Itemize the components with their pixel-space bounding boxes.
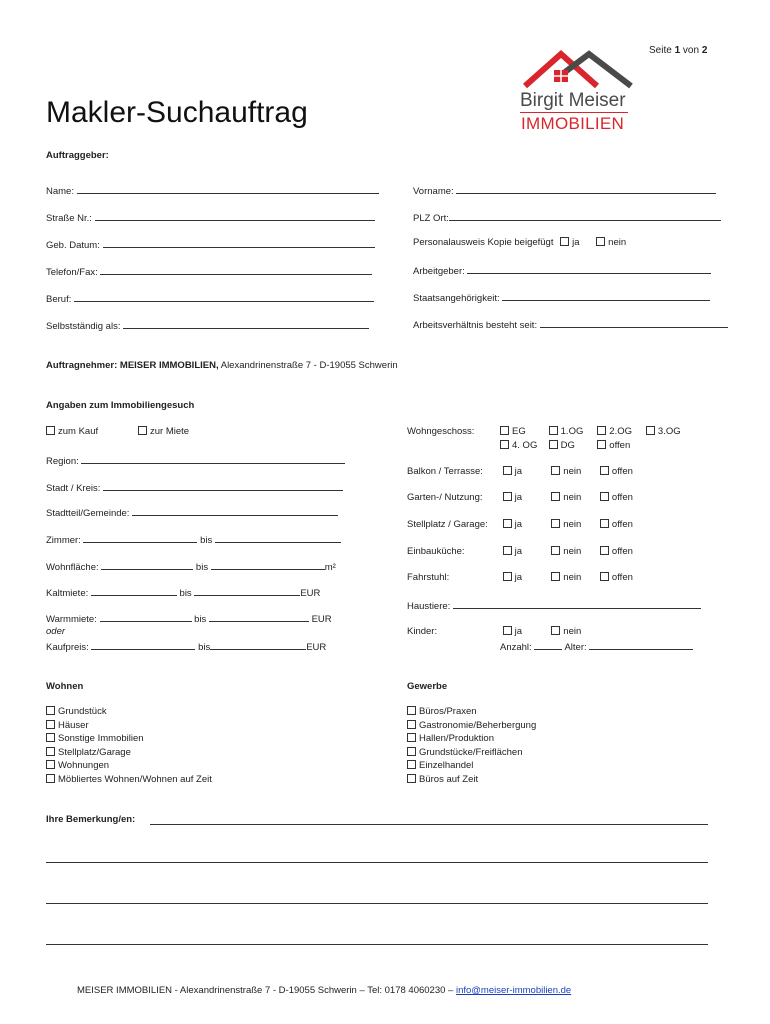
list-item[interactable] <box>407 733 536 747</box>
name-field[interactable] <box>46 184 379 197</box>
children-age-line <box>589 640 693 650</box>
floor-options-row2 <box>500 440 638 451</box>
item-label: Büros/Praxen <box>419 706 477 717</box>
birthdate-field[interactable] <box>46 238 375 251</box>
checkbox[interactable] <box>407 760 416 769</box>
buy-label: zum Kauf <box>58 426 99 437</box>
option-label: 2.OG <box>609 426 632 437</box>
rooms-to-label: bis <box>200 535 213 546</box>
employment-since-label: Arbeitsverhältnis besteht seit: <box>413 320 538 331</box>
district-field[interactable] <box>46 506 338 519</box>
option-yes[interactable] <box>503 546 541 557</box>
checkbox[interactable] <box>407 747 416 756</box>
checkbox[interactable] <box>46 426 55 435</box>
city-line <box>103 481 343 491</box>
client-heading: Auftraggeber: <box>46 150 109 161</box>
birthdate-line <box>103 238 375 248</box>
option-no[interactable] <box>551 492 589 503</box>
employment-since-line <box>540 318 728 328</box>
checkbox[interactable] <box>600 546 609 555</box>
rent-label: zur Miete <box>150 426 190 437</box>
buy-option[interactable] <box>46 426 98 437</box>
street-label: Straße Nr.: <box>46 213 92 224</box>
employment-since-field[interactable] <box>413 318 728 331</box>
list-item[interactable] <box>407 720 536 734</box>
children-age-label: Alter: <box>564 642 587 653</box>
elevator-row <box>407 572 641 583</box>
option-yes[interactable] <box>503 492 541 503</box>
warm-rent-from-line <box>100 612 192 622</box>
floor-1og[interactable] <box>549 426 587 437</box>
page-title: Makler-Suchauftrag <box>46 96 308 129</box>
option-label: nein <box>563 466 582 477</box>
floor-eg[interactable] <box>500 426 538 437</box>
checkbox[interactable] <box>597 426 606 435</box>
option-label: nein <box>563 572 582 583</box>
garden-label: Garten-/ Nutzung: <box>407 492 483 503</box>
option-label: EG <box>512 426 526 437</box>
commercial-heading: Gewerbe <box>407 681 448 692</box>
children-label: Kinder: <box>407 626 438 637</box>
children-count-line <box>534 640 562 650</box>
list-item[interactable] <box>46 733 212 747</box>
option-yes[interactable] <box>503 572 541 583</box>
cold-rent-to-label: bis <box>179 588 192 599</box>
option-label: ja <box>514 492 523 503</box>
living-area-label: Wohnfläche: <box>46 562 99 573</box>
floor-open[interactable] <box>597 440 630 451</box>
remarks-line-1[interactable] <box>150 824 708 825</box>
option-label: offen <box>611 572 633 583</box>
option-label: ja <box>514 626 523 637</box>
profession-line <box>74 292 374 302</box>
option-no[interactable] <box>551 546 589 557</box>
price-to-label: bis <box>198 642 211 653</box>
garden-row <box>407 492 641 503</box>
floor-label: Wohngeschoss: <box>407 426 475 437</box>
option-yes[interactable] <box>503 626 541 637</box>
checkbox[interactable] <box>46 760 55 769</box>
logo-subtitle: IMMOBILIEN <box>521 114 625 133</box>
item-label: Häuser <box>58 719 89 731</box>
floor-4og[interactable] <box>500 440 538 451</box>
living-list <box>46 706 212 787</box>
phone-field[interactable] <box>46 265 372 278</box>
balcony-label: Balkon / Terrasse: <box>407 466 483 477</box>
selfemployed-line <box>123 319 369 329</box>
cold-rent-from-line <box>91 586 177 596</box>
id-copy-yes[interactable] <box>560 237 579 248</box>
checkbox[interactable] <box>503 492 512 501</box>
item-label: Grundstück <box>58 706 107 717</box>
checkbox[interactable] <box>551 546 560 555</box>
checkbox[interactable] <box>600 572 609 581</box>
contractor-line <box>46 360 398 371</box>
floor-dg[interactable] <box>549 440 587 451</box>
remarks-line-3[interactable] <box>46 903 708 904</box>
remarks-line-4[interactable] <box>46 944 708 945</box>
area-to-label: bis <box>195 562 209 573</box>
page-counter-prefix: Seite <box>649 45 675 56</box>
nationality-field[interactable] <box>413 291 710 304</box>
street-field[interactable] <box>46 211 375 224</box>
children-count-label: Anzahl: <box>500 642 532 653</box>
checkbox[interactable] <box>46 774 55 783</box>
option-label: offen <box>611 492 633 503</box>
cold-rent-to-line <box>194 586 300 596</box>
contractor-company: MEISER IMMOBILIEN, <box>119 360 219 371</box>
checkbox[interactable] <box>407 720 416 729</box>
checkbox[interactable] <box>46 706 55 715</box>
firstname-field[interactable] <box>413 184 716 197</box>
zip-city-label: PLZ Ort: <box>413 213 449 224</box>
remarks-line-2[interactable] <box>46 862 708 863</box>
checkbox[interactable] <box>600 492 609 501</box>
checkbox[interactable] <box>503 626 512 635</box>
rooms-field[interactable] <box>46 533 341 546</box>
list-item[interactable] <box>46 720 212 734</box>
option-no[interactable] <box>551 626 581 637</box>
id-copy-label: Personalausweis Kopie beigefügt <box>413 237 554 248</box>
item-label: Einzelhandel <box>419 760 474 771</box>
cold-rent-label: Kaltmiete: <box>46 588 89 599</box>
name-line <box>77 184 379 194</box>
option-open[interactable] <box>600 572 633 583</box>
purchase-price-label: Kaufpreis: <box>46 642 89 653</box>
price-from-line <box>91 640 195 650</box>
item-label: Hallen/Produktion <box>419 733 494 744</box>
option-no[interactable] <box>551 466 589 477</box>
option-yes[interactable] <box>503 519 541 530</box>
floor-options-row1 <box>500 426 689 437</box>
option-open[interactable] <box>600 546 633 557</box>
rent-option[interactable] <box>138 426 189 437</box>
region-label: Region: <box>46 456 79 467</box>
yes-label: ja <box>572 237 580 248</box>
rooms-label: Zimmer: <box>46 535 81 546</box>
checkbox[interactable] <box>560 237 569 246</box>
children-details[interactable] <box>500 640 693 653</box>
option-no[interactable] <box>551 519 589 530</box>
checkbox[interactable] <box>600 519 609 528</box>
warm-rent-to-line <box>209 612 309 622</box>
region-line <box>81 454 345 464</box>
checkbox[interactable] <box>551 466 560 475</box>
zip-city-line <box>449 211 721 221</box>
option-no[interactable] <box>551 572 589 583</box>
living-heading: Wohnen <box>46 681 84 692</box>
option-label: 1.OG <box>560 426 584 437</box>
option-label: ja <box>514 572 523 583</box>
balcony-row <box>407 466 641 477</box>
checkbox[interactable] <box>551 492 560 501</box>
checkbox[interactable] <box>646 426 655 435</box>
item-label: Sonstige Immobilien <box>58 733 144 744</box>
purchase-price-field[interactable] <box>46 640 326 653</box>
commercial-list <box>407 706 536 787</box>
checkbox[interactable] <box>500 426 509 435</box>
street-line <box>95 211 375 221</box>
checkbox[interactable] <box>407 733 416 742</box>
page-counter <box>649 45 707 56</box>
option-open[interactable] <box>600 519 633 530</box>
rooms-to-line <box>215 533 341 543</box>
id-copy-no[interactable] <box>596 237 626 248</box>
checkbox[interactable] <box>407 774 416 783</box>
district-line <box>132 506 338 516</box>
option-label: offen <box>611 546 633 557</box>
parking-row <box>407 519 641 530</box>
option-label: 4. OG <box>512 440 538 451</box>
list-item[interactable] <box>46 706 212 720</box>
floor-2og[interactable] <box>597 426 635 437</box>
kitchen-row <box>407 546 641 557</box>
checkbox[interactable] <box>138 426 147 435</box>
option-open[interactable] <box>600 466 633 477</box>
option-label: nein <box>563 492 582 503</box>
employer-label: Arbeitgeber: <box>413 266 465 277</box>
living-area-field[interactable] <box>46 560 336 573</box>
price-unit: EUR <box>306 642 327 653</box>
list-item[interactable] <box>407 760 536 774</box>
profession-label: Beruf: <box>46 294 72 305</box>
district-label: Stadtteil/Gemeinde: <box>46 508 130 519</box>
list-item[interactable] <box>407 774 536 788</box>
elevator-label: Fahrstuhl: <box>407 572 450 583</box>
warm-rent-label: Warmmiete: <box>46 614 97 625</box>
id-copy-field <box>413 237 626 248</box>
checkbox[interactable] <box>503 572 512 581</box>
pets-field[interactable] <box>407 599 701 612</box>
selfemployed-field[interactable] <box>46 319 369 332</box>
checkbox[interactable] <box>549 440 558 449</box>
option-open[interactable] <box>600 492 633 503</box>
checkbox[interactable] <box>597 440 606 449</box>
option-label: 3.OG <box>657 426 681 437</box>
option-label: DG <box>560 440 575 451</box>
option-label: nein <box>563 546 582 557</box>
remarks-label: Ihre Bemerkung/en: <box>46 814 136 825</box>
checkbox[interactable] <box>551 519 560 528</box>
nationality-label: Staatsangehörigkeit: <box>413 293 500 304</box>
list-item[interactable] <box>46 760 212 774</box>
contractor-label: Auftragnehmer: <box>46 360 118 371</box>
children-row <box>407 626 589 637</box>
checkbox[interactable] <box>46 747 55 756</box>
warm-rent-unit: EUR <box>311 614 332 625</box>
firstname-line <box>456 184 716 194</box>
floor-3og[interactable] <box>646 426 681 437</box>
footer-text: MEISER IMMOBILIEN - Alexandrinenstraße 7 - D-19055 Schwerin – Tel: 0178 4060230 – <box>77 985 456 996</box>
selfemployed-label: Selbstständig als: <box>46 321 121 332</box>
checkbox[interactable] <box>503 519 512 528</box>
list-item[interactable] <box>407 747 536 761</box>
zip-city-field[interactable] <box>413 211 721 224</box>
logo-divider <box>520 112 628 113</box>
area-unit: m² <box>324 562 336 573</box>
list-item[interactable] <box>46 774 212 788</box>
contractor-address: Alexandrinenstraße 7 - D-19055 Schwerin <box>220 360 398 371</box>
checkbox[interactable] <box>549 426 558 435</box>
search-heading: Angaben zum Immobiliengesuch <box>46 400 195 411</box>
option-label: offen <box>611 519 633 530</box>
checkbox[interactable] <box>596 237 605 246</box>
region-field[interactable] <box>46 454 345 467</box>
option-label: ja <box>514 546 523 557</box>
price-to-line <box>210 640 306 650</box>
checkbox[interactable] <box>46 733 55 742</box>
pets-label: Haustiere: <box>407 601 451 612</box>
nationality-line <box>502 291 710 301</box>
checkbox[interactable] <box>503 466 512 475</box>
city-label: Stadt / Kreis: <box>46 483 101 494</box>
cold-rent-field[interactable] <box>46 586 320 599</box>
checkbox[interactable] <box>600 466 609 475</box>
area-from-line <box>101 560 193 570</box>
option-label: offen <box>609 440 631 451</box>
option-label: nein <box>563 626 582 637</box>
list-item[interactable] <box>46 747 212 761</box>
warm-rent-field[interactable] <box>46 612 332 625</box>
footer-email-link[interactable]: info@meiser-immobilien.de <box>455 985 572 996</box>
item-label: Möbliertes Wohnen/Wohnen auf Zeit <box>58 773 212 785</box>
checkbox[interactable] <box>407 706 416 715</box>
list-item[interactable] <box>407 706 536 720</box>
option-label: offen <box>611 466 633 477</box>
warm-rent-to-label: bis <box>194 614 207 625</box>
cold-rent-unit: EUR <box>300 588 321 599</box>
phone-label: Telefon/Fax: <box>46 267 98 278</box>
birthdate-label: Geb. Datum: <box>46 240 100 251</box>
item-label: Büros auf Zeit <box>419 773 479 785</box>
or-label: oder <box>46 626 66 637</box>
area-to-line <box>211 560 325 570</box>
name-label: Name: <box>46 186 74 197</box>
profession-field[interactable] <box>46 292 374 305</box>
option-label: ja <box>514 466 523 477</box>
item-label: Stellplatz/Garage <box>58 746 131 758</box>
no-label: nein <box>608 237 627 248</box>
pets-line <box>453 599 701 609</box>
kitchen-label: Einbauküche: <box>407 546 465 557</box>
checkbox[interactable] <box>500 440 509 449</box>
employer-line <box>467 264 711 274</box>
phone-line <box>100 265 372 275</box>
employer-field[interactable] <box>413 264 711 277</box>
option-label: ja <box>514 519 523 530</box>
city-field[interactable] <box>46 481 343 494</box>
option-yes[interactable] <box>503 466 541 477</box>
option-label: nein <box>563 519 582 530</box>
firstname-label: Vorname: <box>413 186 454 197</box>
checkbox[interactable] <box>46 720 55 729</box>
logo-name: Birgit Meiser <box>520 90 626 111</box>
rooms-from-line <box>83 533 197 543</box>
checkbox[interactable] <box>551 572 560 581</box>
page-counter-mid: von <box>680 45 702 56</box>
item-label: Wohnungen <box>58 760 110 771</box>
checkbox[interactable] <box>503 546 512 555</box>
item-label: Grundstücke/Freiflächen <box>419 746 523 758</box>
page-current: 1 <box>674 45 681 56</box>
company-logo <box>515 50 635 135</box>
footer <box>77 985 571 996</box>
parking-label: Stellplatz / Garage: <box>407 519 488 530</box>
item-label: Gastronomie/Beherbergung <box>419 719 537 731</box>
page-total: 2 <box>701 45 708 56</box>
checkbox[interactable] <box>551 626 560 635</box>
